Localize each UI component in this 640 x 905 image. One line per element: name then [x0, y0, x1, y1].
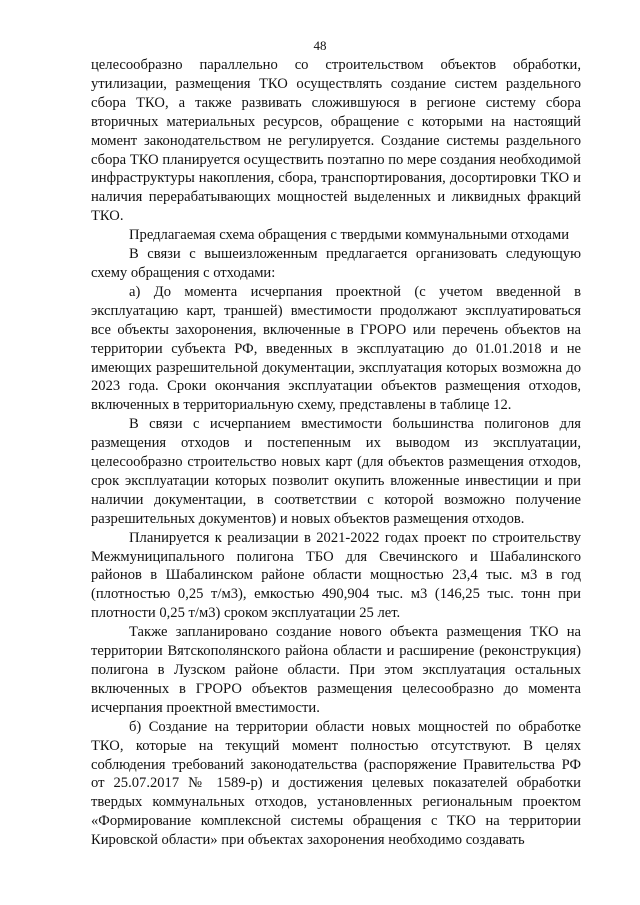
paragraph-new-cards-construction: В связи с исчерпанием вместимости большинства полигонов для размещения отходов и постепенным их выводом из эксплуатации, целесообразно строительство новых карт (для объектов размещения отходов, срок эксплуатации которых позволит окупить вложенные инвестиции и при наличии документации, в соответствии с которой возможно получение разрешительных документов) и новых объектов размещения отходов. — [91, 416, 581, 527]
paragraph-new-object-vyatskiye-polyany: Также запланировано создание нового объекта размещения ТКО на территории Вятскополянского района области и расширение (реконструкция) полигона в Лузском районе области. При этом эксплуатация остальных включенных в ГРОРО объектов размещения целесообразно до момента исчерпания проектной вместимости. — [91, 624, 581, 716]
paragraph-scheme-intro: В связи с вышеизложенным предлагается организовать следующую схему обращения с отходами: — [91, 246, 581, 281]
document-body — [91, 56, 581, 850]
paragraph-item-a-landfills: а) До момента исчерпания проектной (с учетом введенной в эксплуатацию карт, траншей) вместимости продолжают эксплуатироваться все объекты захоронения, включенные в ГРОРО или перечень объектов на территории субъекта РФ, введенных в эксплуатацию до 01.01.2018 и не имеющих разрешительной документации, эксплуатация которых возможна до 2023 года. Сроки окончания эксплуатации объектов размещения отходов, включенных в территориальную схему, представлены в таблице 12. — [91, 283, 581, 414]
paragraph-intermunicipal-landfill-project: Планируется к реализации в 2021-2022 годах проект по строительству Межмуниципального полигона ТБО для Свечинского и Шабалинского районов в Шабалинском районе области мощностью 23,4 тыс. м3 в год (плотностью 0,25 т/м3), емкостью 490,904 тыс. м3 (146,25 тыс. тонн при плотности 0,25 т/м3) сроком эксплуатации 25 лет. — [91, 529, 581, 622]
paragraph-item-b-processing-capacity: б) Создание на территории области новых мощностей по обработке ТКО, которые на текущий момент полностью отсутствуют. В целях соблюдения требований законодательства (распоряжение Правительства РФ от 25.07.2017 № 1589-р) и достижения целевых показателей обработки твердых коммунальных отходов, установленных региональным проектом «Формирование комплексной системы обращения с ТКО на территории Кировской области» при объектах захоронения необходимо создавать — [91, 718, 581, 849]
paragraph-separate-collection-continuation: целесообразно параллельно со строительством объектов обработки, утилизации, размещения ТКО осуществлять создание систем раздельного сбора ТКО, а также развивать сложившуюся в регионе систему сбора вторичных материальных ресурсов, обращение с которыми на настоящий момент законодательством не регулируется. Создание системы раздельного сбора ТКО планируется осуществить поэтапно по мере создания необходимой инфраструктуры накопления, сбора, транспортирования, досортировки ТКО и наличия перерабатывающих мощностей выделенных и ликвидных фракций ТКО. — [91, 57, 581, 225]
page-number: 48 — [313, 38, 327, 53]
paragraph-proposed-scheme-heading: Предлагаемая схема обращения с твердыми коммунальными отходами — [129, 227, 570, 244]
